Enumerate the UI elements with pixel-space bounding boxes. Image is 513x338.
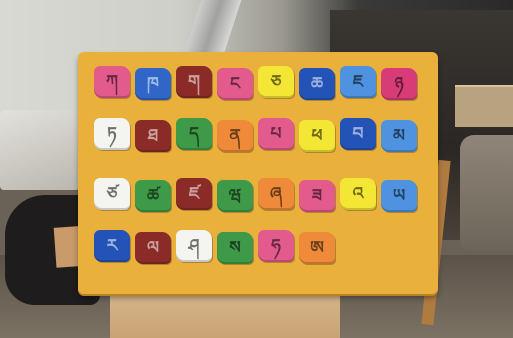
puzzle-tile [94,178,130,210]
tile-letter: ཇ [352,71,364,92]
puzzle-tile [217,232,253,264]
tile-letter: འ [352,183,364,204]
puzzle-tile [381,120,417,152]
puzzle-tile [217,68,253,100]
puzzle-board [78,52,438,294]
puzzle-tile [135,232,171,264]
tile-letter: ཁ [147,73,159,94]
chair-back [460,135,513,250]
puzzle-tile [258,178,294,210]
tile-letter: པ [270,123,282,144]
tile-letter: ཝ [228,185,242,206]
tile-letter: ཙ [106,183,118,204]
puzzle-tile [381,180,417,212]
tile-letter: ཚ [146,185,160,206]
tile-letter: ཆ [310,73,324,94]
puzzle-tile [217,120,253,152]
puzzle-tile [299,68,335,100]
plastic-sheet [0,110,85,190]
puzzle-tile [299,232,335,264]
puzzle-tile [176,230,212,262]
puzzle-tile [217,180,253,212]
tile-letter: ར [106,235,118,256]
puzzle-tile [135,180,171,212]
tile-letter: ཀ [106,71,118,92]
puzzle-tile [299,180,335,212]
puzzle-tile [381,68,417,100]
puzzle-tile [258,118,294,150]
puzzle-tile [135,120,171,152]
tile-letter: ཧ [271,235,281,256]
tile-letter: ལ [146,237,159,258]
tile-letter: ཛ [188,183,200,204]
puzzle-tile [340,118,376,150]
wooden-shelf-planks [455,85,513,127]
puzzle-tile [340,178,376,210]
tile-letter: ན [229,125,241,146]
puzzle-tile [340,66,376,98]
puzzle-tile [94,118,130,150]
tile-letter: ཕ [311,125,323,146]
tile-letter: ཟ [311,185,323,206]
tile-letter: ཏ [107,123,117,144]
tile-letter: བ [352,123,364,144]
tile-letter: ཞ [270,183,282,204]
puzzle-tile [258,66,294,98]
puzzle-tile [94,230,130,262]
tile-letter: ག [188,71,200,92]
tile-letter: ང [230,73,240,94]
puzzle-tile [258,230,294,262]
tile-letter: ཨ [310,237,324,258]
tile-letter: ཅ [270,71,282,92]
puzzle-tile [135,68,171,100]
tile-letter: ཤ [188,235,200,256]
puzzle-tile [299,120,335,152]
puzzle-tile [176,178,212,210]
tile-letter: ད [189,123,199,144]
tile-letter: ཡ [392,185,406,206]
tile-letter: ཉ [394,73,404,94]
puzzle-tile [176,66,212,98]
puzzle-tile [176,118,212,150]
tile-letter: ས [229,237,241,258]
tile-letter: ཐ [147,125,159,146]
puzzle-tile [94,66,130,98]
tile-letter: མ [393,125,405,146]
